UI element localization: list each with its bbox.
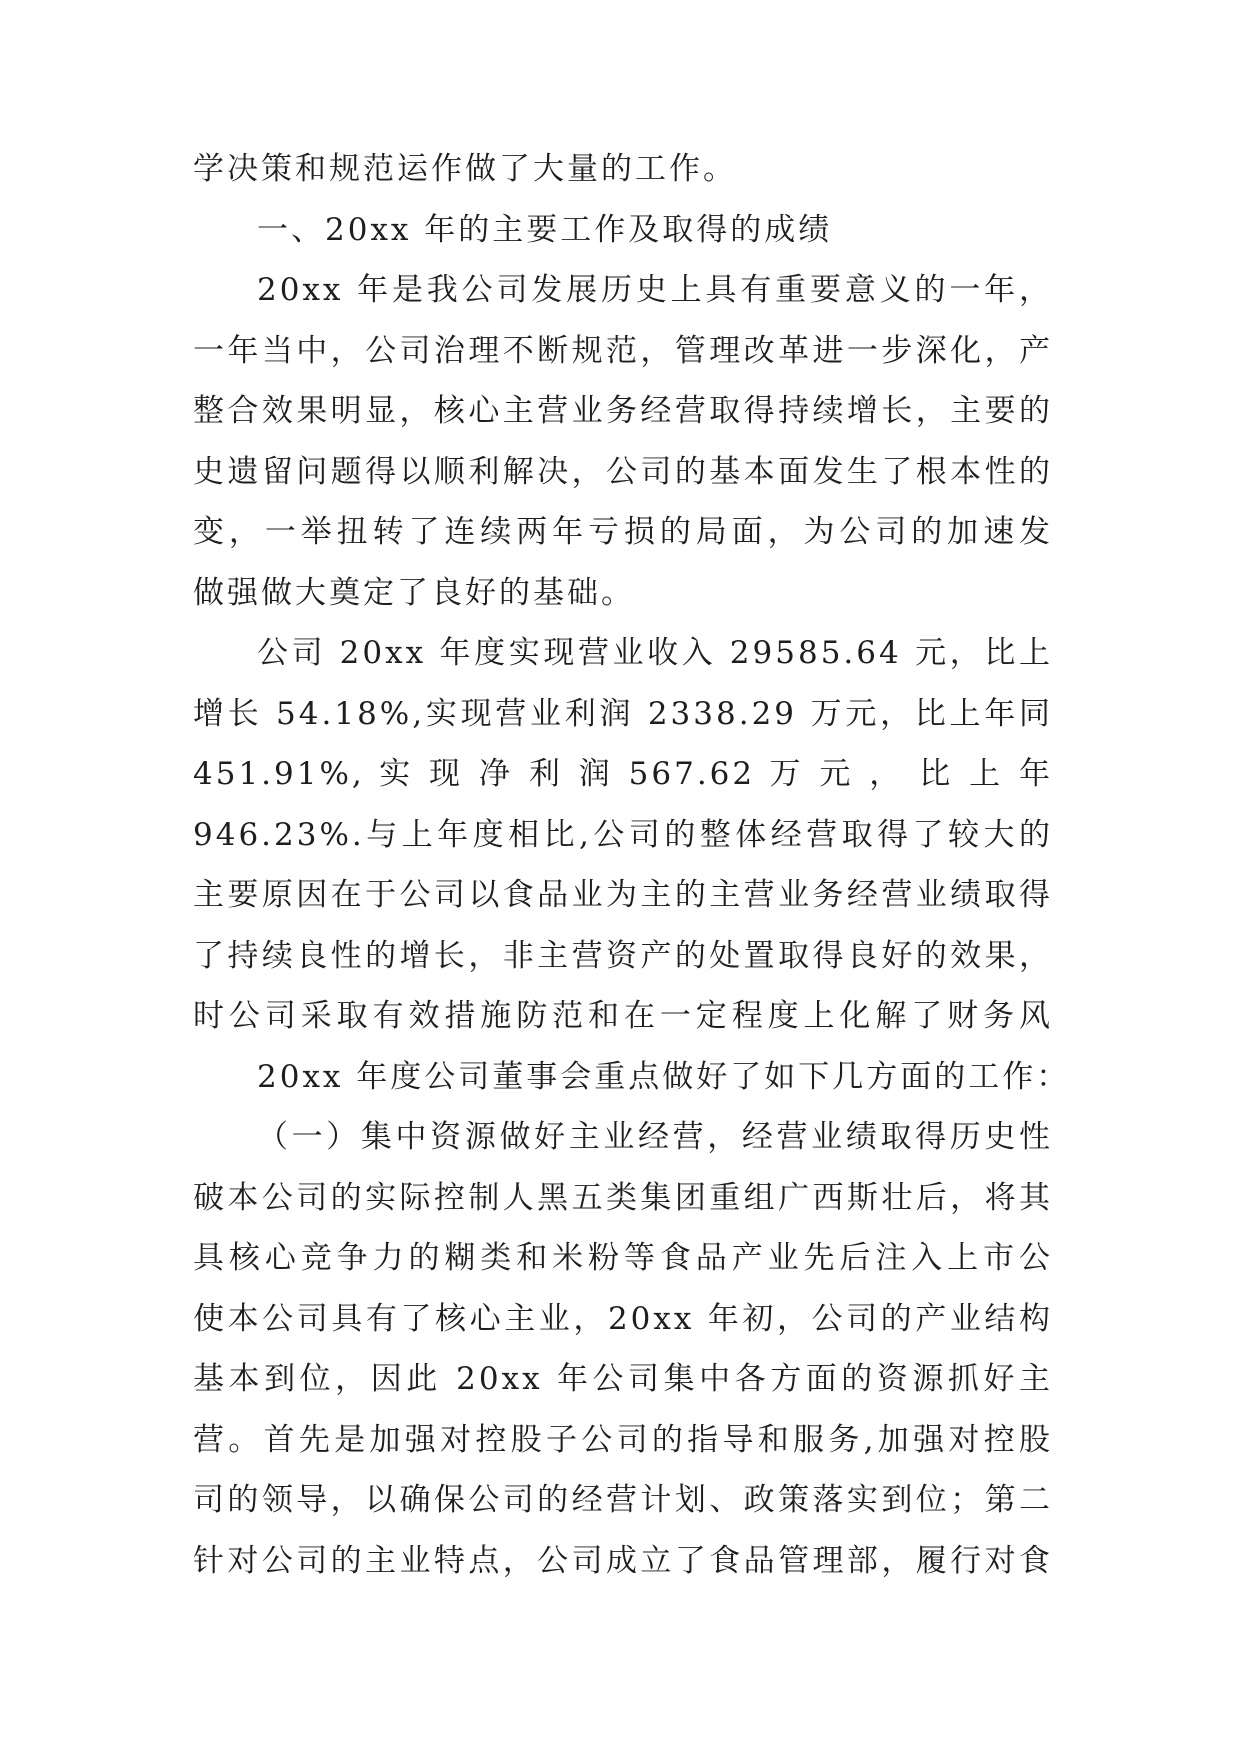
text-line: 营。首先是加强对控股子公司的指导和服务,加强对控股 xyxy=(193,1421,1053,1458)
text-line: 时公司采取有效措施防范和在一定程度上化解了财务风 xyxy=(193,998,1053,1034)
text-line: 使本公司具有了核心主业，20xx 年初，公司的产业结构 xyxy=(193,1300,1053,1337)
text-line: 针对公司的主业特点，公司成立了食品管理部，履行对食 xyxy=(193,1542,1053,1579)
text-line: 946.23%.与上年度相比,公司的整体经营取得了较大的 xyxy=(193,816,1053,853)
text-line: 基本到位，因此 20xx 年公司集中各方面的资源抓好主 xyxy=(193,1361,1053,1397)
document-body xyxy=(193,139,1071,1591)
text-line: 公司 20xx 年度实现营业收入 29585.64 元，比上 xyxy=(257,635,1053,671)
text-line: 451.91%, 实 现 净 利 润 567.62 万 元 ， 比 上 年 xyxy=(193,756,1053,792)
text-line: 20xx 年是我公司发展历史上具有重要意义的一年， xyxy=(257,272,1053,308)
text-line: 学决策和规范运作做了大量的工作。 xyxy=(193,151,737,187)
text-line: 了持续良性的增长，非主营资产的处置取得良好的效果， xyxy=(193,937,1053,974)
text-line: 一年当中，公司治理不断规范，管理改革进一步深化，产 xyxy=(193,332,1053,369)
text-line: 20xx 年度公司董事会重点做好了如下几方面的工作： xyxy=(257,1058,1071,1095)
text-line: 具核心竞争力的糊类和米粉等食品产业先后注入上市公 xyxy=(193,1240,1053,1276)
text-line: 做强做大奠定了良好的基础。 xyxy=(193,574,635,611)
text-line: 破本公司的实际控制人黑五类集团重组广西斯壮后，将其 xyxy=(193,1179,1053,1216)
text-line: 主要原因在于公司以食品业为主的主营业务经营业绩取得 xyxy=(193,877,1053,913)
text-line: 史遗留问题得以顺利解决，公司的基本面发生了根本性的 xyxy=(193,453,1053,490)
text-line: 整合效果明显，核心主营业务经营取得持续增长，主要的 xyxy=(193,393,1053,429)
text-line: 司的领导，以确保公司的经营计划、政策落实到位；第二 xyxy=(193,1482,1053,1518)
text-line: 增长 54.18%,实现营业利润 2338.29 万元，比上年同 xyxy=(193,695,1053,732)
text-line: 变，一举扭转了连续两年亏损的局面，为公司的加速发 xyxy=(193,514,1053,550)
text-line: （一）集中资源做好主业经营，经营业绩取得历史性 xyxy=(257,1119,1053,1155)
text-line: 一、20xx 年的主要工作及取得的成绩 xyxy=(257,211,833,248)
